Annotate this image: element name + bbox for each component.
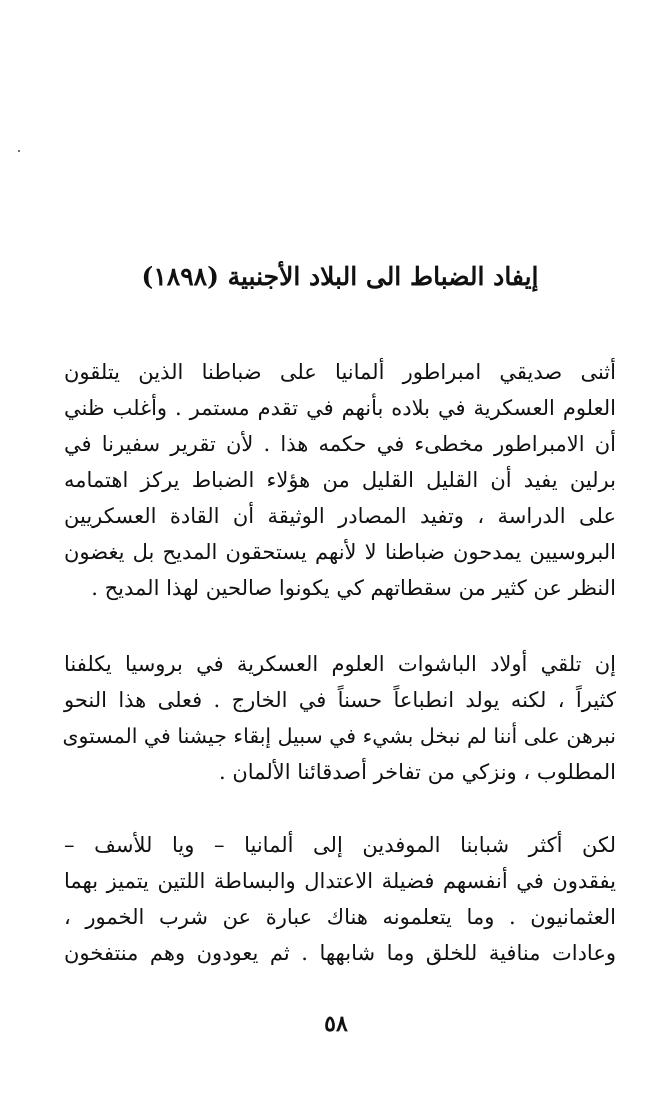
text-line: إن تلقي أولاد الباشوات العلوم العسكرية في بروسيا يكلفنا [64,652,616,676]
text-line: على الدراسة ، وتفيد المصادر الوثيقة أن القادة العسكريين [64,504,616,528]
section-title: إيفاد الضباط الى البلاد الأجنبية (١٨٩٨) [141,262,539,291]
stray-mark [18,150,20,152]
text-line: العثمانيون . وما يتعلمونه هناك عبارة عن شرب الخمور ، [64,905,616,929]
text-line: وعادات منافية للخلق وما شابهها . ثم يعودون وهم منتفخون [64,941,616,965]
page-number: ٥٨ [324,1011,348,1037]
text-line: العلوم العسكرية في بلاده بأنهم في تقدم مستمر . وأغلب ظني [64,396,616,420]
paragraph-2 [64,646,616,790]
text-line: نبرهن على أننا لم نبخل بشيء في سبيل إبقاء جيشنا في المستوى [62,724,616,748]
text-line: يفقدون في أنفسهم فضيلة الاعتدال والبساطة اللتين يتميز بهما [64,869,616,893]
paragraph-3 [64,827,616,971]
paragraph-1 [64,354,616,606]
text-line: أثنى صديقي امبراطور ألمانيا على ضباطنا الذين يتلقون [64,360,616,384]
text-line: البروسيين يمدحون ضباطنا لا لأنهم يستحقون المديح بل يغضون [64,540,616,564]
text-line: برلين يفيد أن القليل القليل من هؤلاء الضباط يركز اهتمامه [64,468,616,492]
text-line: أن الامبراطور مخطىء في حكمه هذا . لأن تقرير سفيرنا في [64,432,616,456]
text-line: كثيراً ، لكنه يولد انطباعاً حسناً في الخارج . فعلى هذا النحو [64,688,616,712]
text-line: النظر عن كثير من سقطاتهم كي يكونوا صالحين لهذا المديح . [91,576,616,600]
text-line: لكن أكثر شبابنا الموفدين إلى ألمانيا – ويا للأسف – [64,833,616,857]
text-line: المطلوب ، ونزكي من تفاخر أصدقائنا الألمان . [219,760,616,784]
